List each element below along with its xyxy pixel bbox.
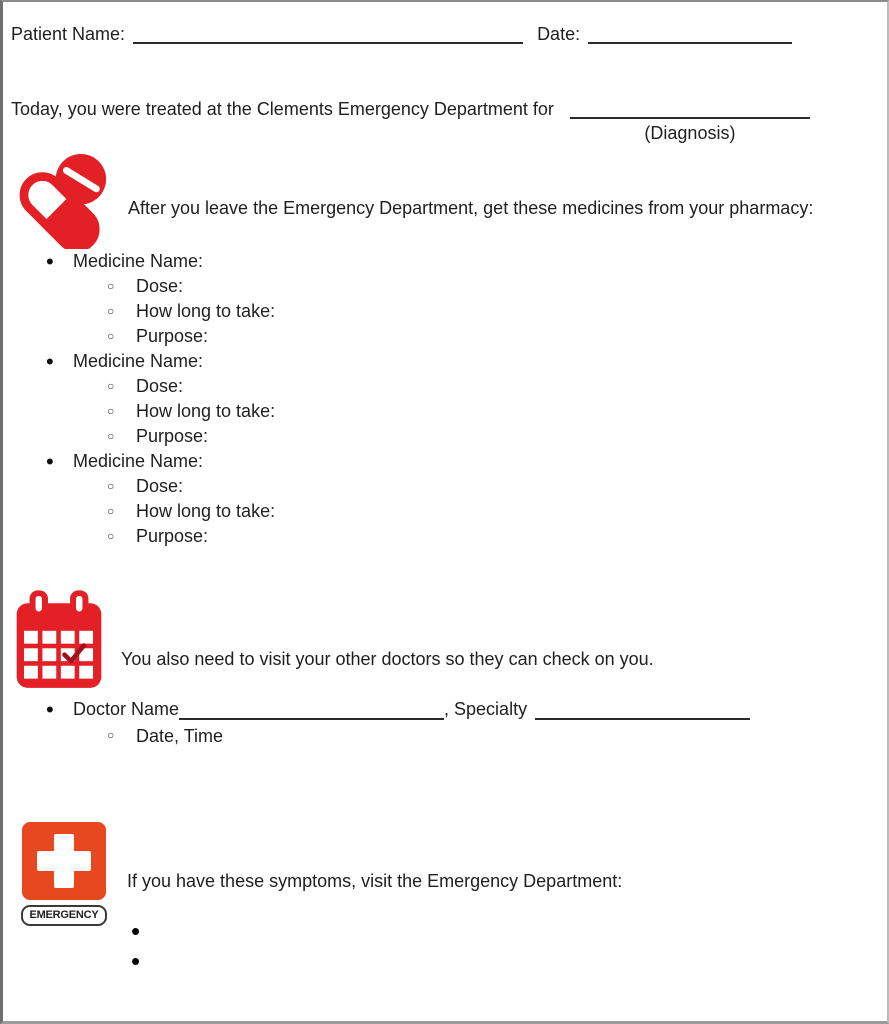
diagnosis-caption: (Diagnosis) [644,123,736,143]
doctor-name-field[interactable] [179,718,444,720]
medicines-list [3,249,887,549]
how-long-item: ○ How long to take: [3,399,887,424]
emergency-cross-icon [21,821,107,901]
emergency-icon-block [21,821,107,926]
emergency-text-column [127,821,887,976]
pills-icon [13,152,110,249]
medicines-heading: After you leave the Emergency Department, get these medicines from your pharmacy: [128,198,814,218]
dose-item: ○ Dose: [3,474,887,499]
medicine-name-item: • Medicine Name: [3,349,887,374]
doctor-name-label: • Doctor Name [73,699,180,719]
medicines-heading-row [3,152,887,249]
patient-name-field[interactable] [133,42,523,44]
medicine-name-item: • Medicine Name: [3,249,887,274]
purpose-item: ○ Purpose: [3,524,887,549]
followup-heading-row [3,584,887,696]
followup-heading: You also need to visit your other doctors so they can check on you. [121,649,654,669]
date-time-item: ○ Date, Time [3,723,887,750]
date-label: Date: [537,24,581,44]
how-long-item: ○ How long to take: [3,499,887,524]
purpose-item: ○ Purpose: [3,324,887,349]
doctor-line [3,696,887,723]
calendar-check-icon [13,584,105,696]
patient-date-row [3,2,887,47]
dose-item: ○ Dose: [3,374,887,399]
symptoms-heading: If you have these symptoms, visit the Emergency Department: [127,871,623,891]
doctor-list [3,696,887,750]
purpose-item: ○ Purpose: [3,424,887,449]
specialty-label: , Specialty [444,699,528,719]
specialty-field[interactable] [535,718,750,720]
treated-row [3,97,887,143]
symptom-item-blank[interactable] [127,946,887,976]
discharge-instructions-document [3,2,887,1021]
dose-item: ○ Dose: [3,274,887,299]
medicine-name-item: • Medicine Name: [3,449,887,474]
emergency-section [3,821,887,976]
patient-name-label: Patient Name: [11,24,126,44]
how-long-item: ○ How long to take: [3,299,887,324]
symptom-item-blank[interactable] [127,916,887,946]
date-field[interactable] [588,42,792,44]
diagnosis-field-wrap [570,117,810,143]
diagnosis-field[interactable] [570,117,810,119]
symptoms-list [127,916,887,976]
emergency-label: EMERGENCY [21,905,107,926]
treated-text: Today, you were treated at the Clements Emergency Department for [11,99,554,119]
